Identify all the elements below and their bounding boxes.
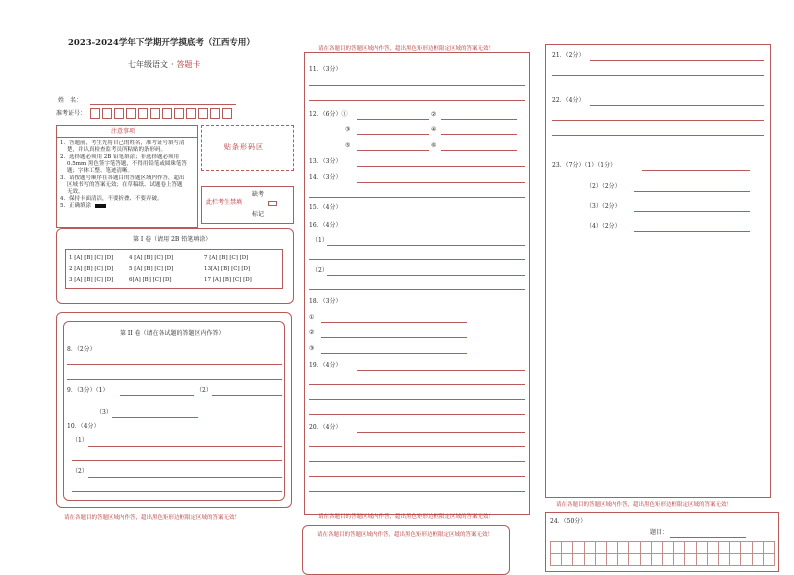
question-10-label: 10．（4分） [67, 423, 100, 430]
essay-cell[interactable] [562, 542, 573, 554]
option-3: ③ [345, 126, 351, 133]
part2-inner [63, 321, 285, 501]
part1-title: 第 I 卷（请用 2B 铅笔填涂） [133, 236, 212, 243]
answer-line[interactable] [357, 119, 429, 120]
answer-line[interactable] [72, 460, 282, 461]
id-cell[interactable] [186, 108, 196, 119]
choice-item[interactable]: 1 [A] [B] [C] [D] [69, 255, 114, 261]
choice-grid [65, 249, 283, 289]
notice-box [56, 125, 198, 228]
answer-line[interactable] [357, 432, 525, 433]
col3-answer-box [545, 44, 771, 498]
notice-item: 楚，并认真检查监考员所粘贴的条形码。 [67, 147, 167, 153]
choice-item[interactable]: 2 [A] [B] [C] [D] [69, 266, 114, 272]
id-cell[interactable] [162, 108, 172, 119]
answer-line[interactable] [309, 461, 525, 462]
grade-label: 七年级语文 [128, 60, 168, 69]
option-5: ⑤ [345, 142, 351, 149]
id-cell[interactable] [198, 108, 208, 119]
answer-line[interactable] [321, 337, 467, 338]
essay-box [545, 512, 779, 572]
essay-cell[interactable] [697, 554, 708, 566]
answer-line[interactable] [441, 119, 517, 120]
option-2: ② [309, 329, 315, 336]
answer-line[interactable] [634, 211, 750, 212]
answer-line[interactable] [321, 353, 467, 354]
card-subtitle [128, 60, 201, 70]
separator-dot: · [171, 60, 174, 69]
essay-cell[interactable] [641, 554, 652, 566]
answer-line[interactable] [357, 182, 525, 183]
id-cell[interactable] [126, 108, 136, 119]
answer-line[interactable] [309, 446, 525, 447]
choice-item[interactable]: 3 [A] [B] [C] [D] [69, 277, 114, 283]
answer-line[interactable] [309, 85, 525, 86]
answer-line[interactable] [357, 370, 525, 371]
part2-section [56, 312, 292, 508]
answer-line[interactable] [590, 60, 764, 61]
answer-line[interactable] [88, 477, 282, 478]
essay-cell[interactable] [607, 554, 618, 566]
essay-cell[interactable] [674, 542, 685, 554]
absent-tag: 缺考 [252, 191, 265, 198]
answer-line[interactable] [309, 289, 525, 290]
answer-line[interactable] [321, 322, 467, 323]
answer-line[interactable] [552, 120, 764, 121]
essay-cell[interactable] [596, 542, 607, 554]
part1-section [56, 228, 294, 304]
notice-item: 0.5mm 黑色签字笔答题，不得用铅笔或圆珠笔答题；字体工整、笔迹清晰。 [67, 161, 187, 174]
question-16-part1: （1） [312, 237, 328, 244]
essay-cell[interactable] [719, 554, 730, 566]
question-11-label: 11．（3分） [309, 66, 342, 73]
essay-cell[interactable] [652, 542, 663, 554]
question-20-label: 20．（4分） [309, 424, 342, 431]
answer-line[interactable] [309, 197, 525, 198]
col2-next-box [302, 525, 510, 575]
col2-answer-box [304, 52, 530, 515]
answer-line[interactable] [327, 275, 525, 276]
id-cell[interactable] [210, 108, 220, 119]
id-cell[interactable] [90, 108, 100, 119]
question-10-part2: （2） [72, 468, 88, 475]
id-label: 准考证号： [56, 110, 87, 117]
answer-line[interactable] [357, 150, 429, 151]
essay-cell[interactable] [641, 542, 652, 554]
choice-item[interactable]: 17 [A] [B] [C] [D] [204, 277, 252, 283]
answer-line[interactable] [67, 379, 282, 380]
essay-cell[interactable] [741, 542, 752, 554]
id-cell[interactable] [138, 108, 148, 119]
essay-cell[interactable] [708, 554, 719, 566]
id-cell[interactable] [114, 108, 124, 119]
essay-cell[interactable] [551, 542, 562, 554]
essay-cell[interactable] [663, 554, 674, 566]
warning-text: 请在各题目的答题区域内作答，超出黑色矩形边框限定区域的答案无效！ [317, 532, 494, 538]
essay-cell[interactable] [730, 554, 741, 566]
notice-item-fill-example: 5．正确填涂 [60, 203, 196, 210]
name-field[interactable] [90, 104, 236, 105]
answer-line[interactable] [88, 446, 282, 447]
question-12-label: 12．（6分）① [309, 111, 348, 118]
absent-box [201, 186, 294, 224]
essay-cell[interactable] [607, 542, 618, 554]
question-10-part1: （1） [72, 437, 88, 444]
answer-line[interactable] [112, 417, 198, 418]
answer-line[interactable] [642, 170, 750, 171]
answer-line[interactable] [309, 476, 525, 477]
essay-cell[interactable] [562, 554, 573, 566]
essay-cell[interactable] [618, 554, 629, 566]
answer-line[interactable] [441, 150, 517, 151]
id-cell[interactable] [174, 108, 184, 119]
answer-line[interactable] [552, 75, 764, 76]
notice-item: 4．保持卡面清洁，不要折叠、不要弄破。 [60, 196, 163, 202]
essay-cell[interactable] [741, 554, 752, 566]
essay-cell[interactable] [652, 554, 663, 566]
notice-item: 无效。 [67, 189, 84, 195]
question-18-label: 18．（3分） [309, 298, 342, 305]
essay-cell[interactable] [674, 554, 685, 566]
answer-line[interactable] [309, 491, 525, 492]
notice-item: 1．答题前，考生先将自己的姓名，准考证号填写清 [60, 140, 185, 146]
essay-cell[interactable] [629, 542, 640, 554]
question-22-label: 22．（4分） [552, 97, 585, 104]
answer-line[interactable] [120, 395, 194, 396]
notice-item: 区域书写的答案无效；在草稿纸、试题卷上答题 [67, 182, 183, 188]
absent-checkbox[interactable] [268, 201, 277, 206]
essay-cell[interactable] [753, 542, 764, 554]
question-13-label: 13．（3分） [309, 158, 342, 165]
answer-line[interactable] [309, 384, 525, 385]
answer-line[interactable] [309, 414, 525, 415]
question-23-label: 23．（7分）（1）（1分） [552, 162, 617, 169]
essay-cell[interactable] [753, 554, 764, 566]
filled-mark-icon [95, 204, 106, 208]
question-15-label: 15．（4分） [309, 204, 342, 211]
question-14-label: 14．（3分） [309, 174, 342, 181]
essay-cell[interactable] [730, 542, 741, 554]
essay-cell[interactable] [685, 542, 696, 554]
id-number-boxes[interactable] [90, 108, 236, 119]
id-cell[interactable] [150, 108, 160, 119]
essay-cell[interactable] [764, 542, 775, 554]
essay-cell[interactable] [573, 542, 584, 554]
answer-line[interactable] [327, 245, 525, 246]
question-16-part2: （2） [312, 267, 328, 274]
warning-text: 请在各题目的答题区域内作答，超出黑色矩形边框限定区域的答案无效！ [64, 515, 241, 521]
answer-line[interactable] [67, 364, 282, 365]
essay-cell[interactable] [764, 554, 775, 566]
essay-topic-line[interactable] [670, 537, 746, 538]
warning-text: 请在各题目的答题区域内作答，超出黑色矩形边框限定区域的答案无效！ [318, 514, 495, 520]
choice-item[interactable]: 6[A] [B] [C] [D] [129, 277, 172, 283]
essay-grid[interactable] [550, 541, 775, 566]
answer-line[interactable] [212, 395, 282, 396]
answer-line[interactable] [357, 134, 429, 135]
question-23-part3: （3）（2分） [586, 203, 621, 210]
question-19-label: 19．（4分） [309, 362, 342, 369]
essay-cell[interactable] [697, 542, 708, 554]
question-23-part4: （4）（2分） [586, 223, 621, 230]
choice-item[interactable]: 13[A] [B] [C] [D] [204, 266, 251, 272]
part2-title: 第 II 卷（请在各试题的答题区内作答） [120, 330, 225, 337]
essay-cell[interactable] [719, 542, 730, 554]
essay-cell[interactable] [573, 554, 584, 566]
option-4: ④ [431, 126, 437, 133]
choice-item[interactable]: 4 [A] [B] [C] [D] [129, 255, 174, 261]
question-9-part2: （2） [196, 387, 212, 394]
question-8-label: 8．（2分） [67, 346, 96, 353]
question-24-label: 24．（50分） [550, 518, 587, 525]
essay-cell[interactable] [585, 542, 596, 554]
choice-item[interactable]: 5 [A] [B] [C] [D] [129, 266, 174, 272]
barcode-area [201, 125, 294, 171]
name-label: 姓 名： [58, 97, 83, 104]
answer-line[interactable] [309, 100, 525, 101]
answer-line[interactable] [441, 134, 517, 135]
id-cell[interactable] [222, 108, 232, 119]
option-3: ③ [309, 345, 315, 352]
question-9-part3: （3） [96, 409, 112, 416]
answer-line[interactable] [634, 191, 750, 192]
question-9-label: 9．（3分）（1） [67, 387, 109, 394]
answer-line[interactable] [552, 135, 764, 136]
essay-cell[interactable] [551, 554, 562, 566]
answer-line[interactable] [590, 105, 764, 106]
answer-line[interactable] [357, 166, 525, 167]
essay-cell[interactable] [618, 542, 629, 554]
question-23-part2: （2）（2分） [586, 183, 621, 190]
question-16-label: 16．（4分） [309, 222, 342, 229]
exam-title: 2023-2024学年下学期开学摸底考（江西专用） [68, 38, 255, 48]
essay-cell[interactable] [596, 554, 607, 566]
essay-cell[interactable] [708, 542, 719, 554]
question-21-label: 21．（2分） [552, 52, 585, 59]
answer-line[interactable] [309, 399, 525, 400]
answer-line[interactable] [309, 259, 525, 260]
choice-item[interactable]: 7 [A] [B] [C] [D] [204, 255, 249, 261]
answer-card-label: 答题卡 [176, 60, 201, 69]
absent-tag2: 标记 [252, 211, 265, 218]
notice-item: 2．选择题必须用 2B 铅笔填涂；非选择题必须用 [60, 154, 180, 160]
answer-line[interactable] [72, 491, 282, 492]
barcode-label: 贴条形码区 [224, 143, 264, 151]
essay-topic-label: 题目： [650, 529, 669, 536]
essay-cell[interactable] [585, 554, 596, 566]
warning-text: 请在各题目的答题区域内作答，超出黑色矩形边框限定区域的答案无效！ [318, 46, 495, 52]
absent-label: 此栏考生禁填 [206, 199, 243, 206]
essay-cell[interactable] [629, 554, 640, 566]
notice-title: 注意事项 [111, 128, 136, 135]
id-cell[interactable] [102, 108, 112, 119]
option-1: ① [309, 314, 315, 321]
warning-text: 请在各题目的答题区域内作答，超出黑色矩形边框限定区域的答案无效！ [556, 502, 733, 508]
essay-cell[interactable] [663, 542, 674, 554]
notice-item: 3．请按题号顺序在各题目的答题区域内作答，超出 [60, 175, 185, 181]
option-2: ② [431, 111, 437, 118]
essay-cell[interactable] [685, 554, 696, 566]
option-6: ⑥ [431, 142, 437, 149]
answer-line[interactable] [634, 231, 750, 232]
